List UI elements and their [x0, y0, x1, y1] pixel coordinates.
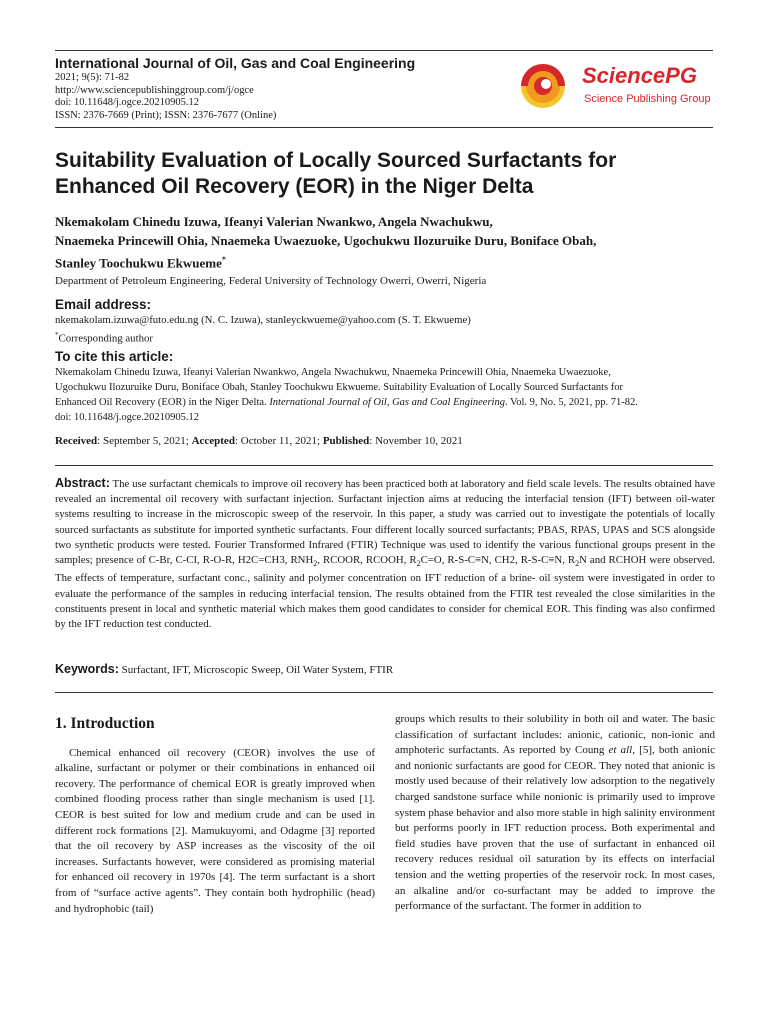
abstract-top-rule	[55, 465, 713, 466]
keywords-text: Surfactant, IFT, Microscopic Sweep, Oil Water System, FTIR	[118, 664, 394, 676]
journal-title: International Journal of Oil, Gas and Coal Engineering	[55, 55, 416, 71]
body-column-right	[395, 712, 715, 915]
paper-title-line1: Suitability Evaluation of Locally Sourced Surfactants for	[55, 149, 617, 172]
abstract-text-b: , RCOOR, RCOOH, R	[317, 554, 417, 567]
abstract-sub-b: 2	[416, 559, 421, 569]
accepted-label: Accepted	[191, 435, 235, 447]
corresponding-mark: *	[221, 255, 226, 264]
journal-doi: doi: 10.11648/j.ogce.20210905.12	[55, 97, 199, 108]
authors-line1: Nkemakolam Chinedu Izuwa, Ifeanyi Valerian Nwankwo, Angela Nwachukwu,	[55, 214, 493, 229]
abstract-text-c: C=O, R-S-C≡N, CH2, R-S-C≡N, R	[420, 554, 576, 567]
abstract-bottom-rule	[55, 692, 713, 693]
article-dates	[55, 435, 463, 447]
citation-line3-a: Enhanced Oil Recovery (EOR) in the Niger Delta.	[55, 397, 270, 408]
keywords-label: Keywords:	[55, 662, 119, 676]
citation-line3-b: . Vol. 9, No. 5, 2021, pp. 71-82.	[504, 397, 638, 408]
intro-paragraph-left: Chemical enhanced oil recovery (CEOR) involves the use of alkaline, surfactant or polymer or their combinations in enhanced oil recovery. The performance of chemical EOR is greatly improved when combined flooding process rather than single mechanism is used [1]. CEOR is best suited for low and medium crude and can be used in different rock formations [2]. Mamukuyomi, and Odagme [3] reported that the oil recovery by ASP increases as the viscosity of the oil increases. Surfactants however, were considered as promising material for enhanced oil recovery in 1970s [4]. The term surfactant is a short from of “surface active agents”. They contain both hydrophilic (head) and hydrophobic (tail)	[55, 746, 375, 915]
section-heading-introduction: 1. Introduction	[55, 715, 155, 732]
header-rule	[55, 127, 713, 128]
citation-line2: Ugochukwu Ilozuruike Duru, Boniface Obah, Stanley Toochukwu Ekwueme. Suitability Evaluation of Locally Sourced Surfactants for	[55, 382, 623, 393]
corresponding-author-note	[55, 328, 153, 346]
body-column-left	[55, 710, 375, 917]
journal-volume: 2021; 9(5): 71-82	[55, 72, 130, 83]
authors-line2: Nnaemeka Princewill Ohia, Nnaemeka Uwaezuoke, Ugochukwu Ilozuruike Duru, Boniface Obah,	[55, 233, 597, 248]
citation	[55, 365, 715, 425]
email-heading: Email address:	[55, 297, 152, 312]
intro-right-b: , [5], both anionic and nonionic surfactants are good for CEOR. They noted that anionic is mostly used because of their relatively low adsorption to the negatively charged sandstone surface while nonionic is primarily used to improve system phase behavior and also more stable in high salinity environment but performs poorly in IFT reduction process. Both experimental and field studies have proven that the use of surfactant in enhanced oil recovery reduces residual oil saturation by its effects on interfacial tension and the wetting properties of the reservoir rock. In most cases, an alkaline and/or co-surfactant may be added to improve the performance of the surfactant. The former in addition to	[395, 744, 715, 913]
citation-doi: doi: 10.11648/j.ogce.20210905.12	[55, 412, 199, 423]
abstract-text-a: The use surfactant chemicals to improve oil recovery has been practiced both at laboratory and field scale levels. The results obtained have revealed an incremental oil recovery with surfactant injection. Surfactant injection aims at reducing the interfacial tension (IFT) between oil-water systems resulting to increase in the microscopic sweep of the reservoir. In this paper, a study was carried out to investigate the potentials of locally sourced surfactants as substitute for imported synthetic surfactants. Four different locally sourced surfactants; PBAS, RPAS, UPAS and SCS alongside two synthetic products were tested. Fourier Transformed Infrared (FTIR) Technique was used to identify the various functional groups present in the samples; presence of C-Br, C-CI, R-O-R, H2C=CH3, RNH	[55, 478, 715, 567]
logo-tagline: Science Publishing Group	[584, 93, 711, 105]
top-rule	[55, 50, 713, 51]
journal-issn: ISSN: 2376-7669 (Print); ISSN: 2376-7677 (Online)	[55, 109, 277, 121]
abstract-label: Abstract:	[55, 476, 110, 490]
affiliation: Department of Petroleum Engineering, Federal University of Technology Owerri, Owerri, Nigeria	[55, 275, 487, 287]
email-line[interactable]: nkemakolam.izuwa@futo.edu.ng (N. C. Izuwa), stanleyckwueme@yahoo.com (S. T. Ekwueme)	[55, 314, 471, 326]
received-label: Received	[55, 435, 98, 447]
abstract	[55, 476, 715, 632]
abstract-sub-a: 2	[313, 559, 318, 569]
abstract-sub-c: 2	[575, 559, 580, 569]
paper-title	[55, 148, 715, 200]
corresponding-note-mark: *	[55, 331, 59, 339]
logo-name: SciencePG	[582, 63, 697, 88]
paper-title-line2: Enhanced Oil Recovery (EOR) in the Niger Delta	[55, 175, 534, 198]
intro-right-a: groups which results to their solubility in both oil and water. The basic classification of surfactant includes: anionic, cationic, non-ionic and amphoteric surfactants. As reported by Coung	[395, 713, 715, 757]
citation-journal: International Journal of Oil, Gas and Coal Engineering	[269, 397, 505, 408]
corresponding-note-text: Corresponding author	[58, 332, 153, 345]
intro-right-etall: et all	[608, 744, 633, 757]
abstract-text-d: N and RCHOH were observed. The effects of temperature, surfactant conc., salinity and polymer concentration on IFT reduction of a brine- oil system were investigated in order to evaluate the performance of the samples in reducing interfacial tension. The results obtained from the FTIR test revealed the close similarities in the constituents present in local and synthetic material which makes them good candidates to consider for chemical EOR. This finding was also confirmed by the IFT reduction test conducted.	[55, 554, 716, 630]
sciencepg-logo	[512, 55, 712, 117]
published-label: Published	[322, 435, 370, 447]
keywords	[55, 662, 715, 676]
authors-line3: Stanley Toochukwu Ekwueme	[55, 255, 222, 271]
published-date: : November 10, 2021	[369, 435, 463, 447]
citation-line3	[55, 395, 715, 410]
author-list	[55, 212, 725, 272]
received-date: : September 5, 2021;	[97, 435, 192, 447]
intro-paragraph-right	[395, 712, 715, 915]
cite-heading: To cite this article:	[55, 349, 174, 364]
accepted-date: : October 11, 2021;	[234, 435, 323, 447]
journal-url[interactable]: http://www.sciencepublishinggroup.com/j/ogce	[55, 84, 254, 96]
citation-line1: Nkemakolam Chinedu Izuwa, Ifeanyi Valerian Nwankwo, Angela Nwachukwu, Nnaemeka Princewill Ohia, Nnaemeka Uwaezuoke,	[55, 367, 611, 378]
